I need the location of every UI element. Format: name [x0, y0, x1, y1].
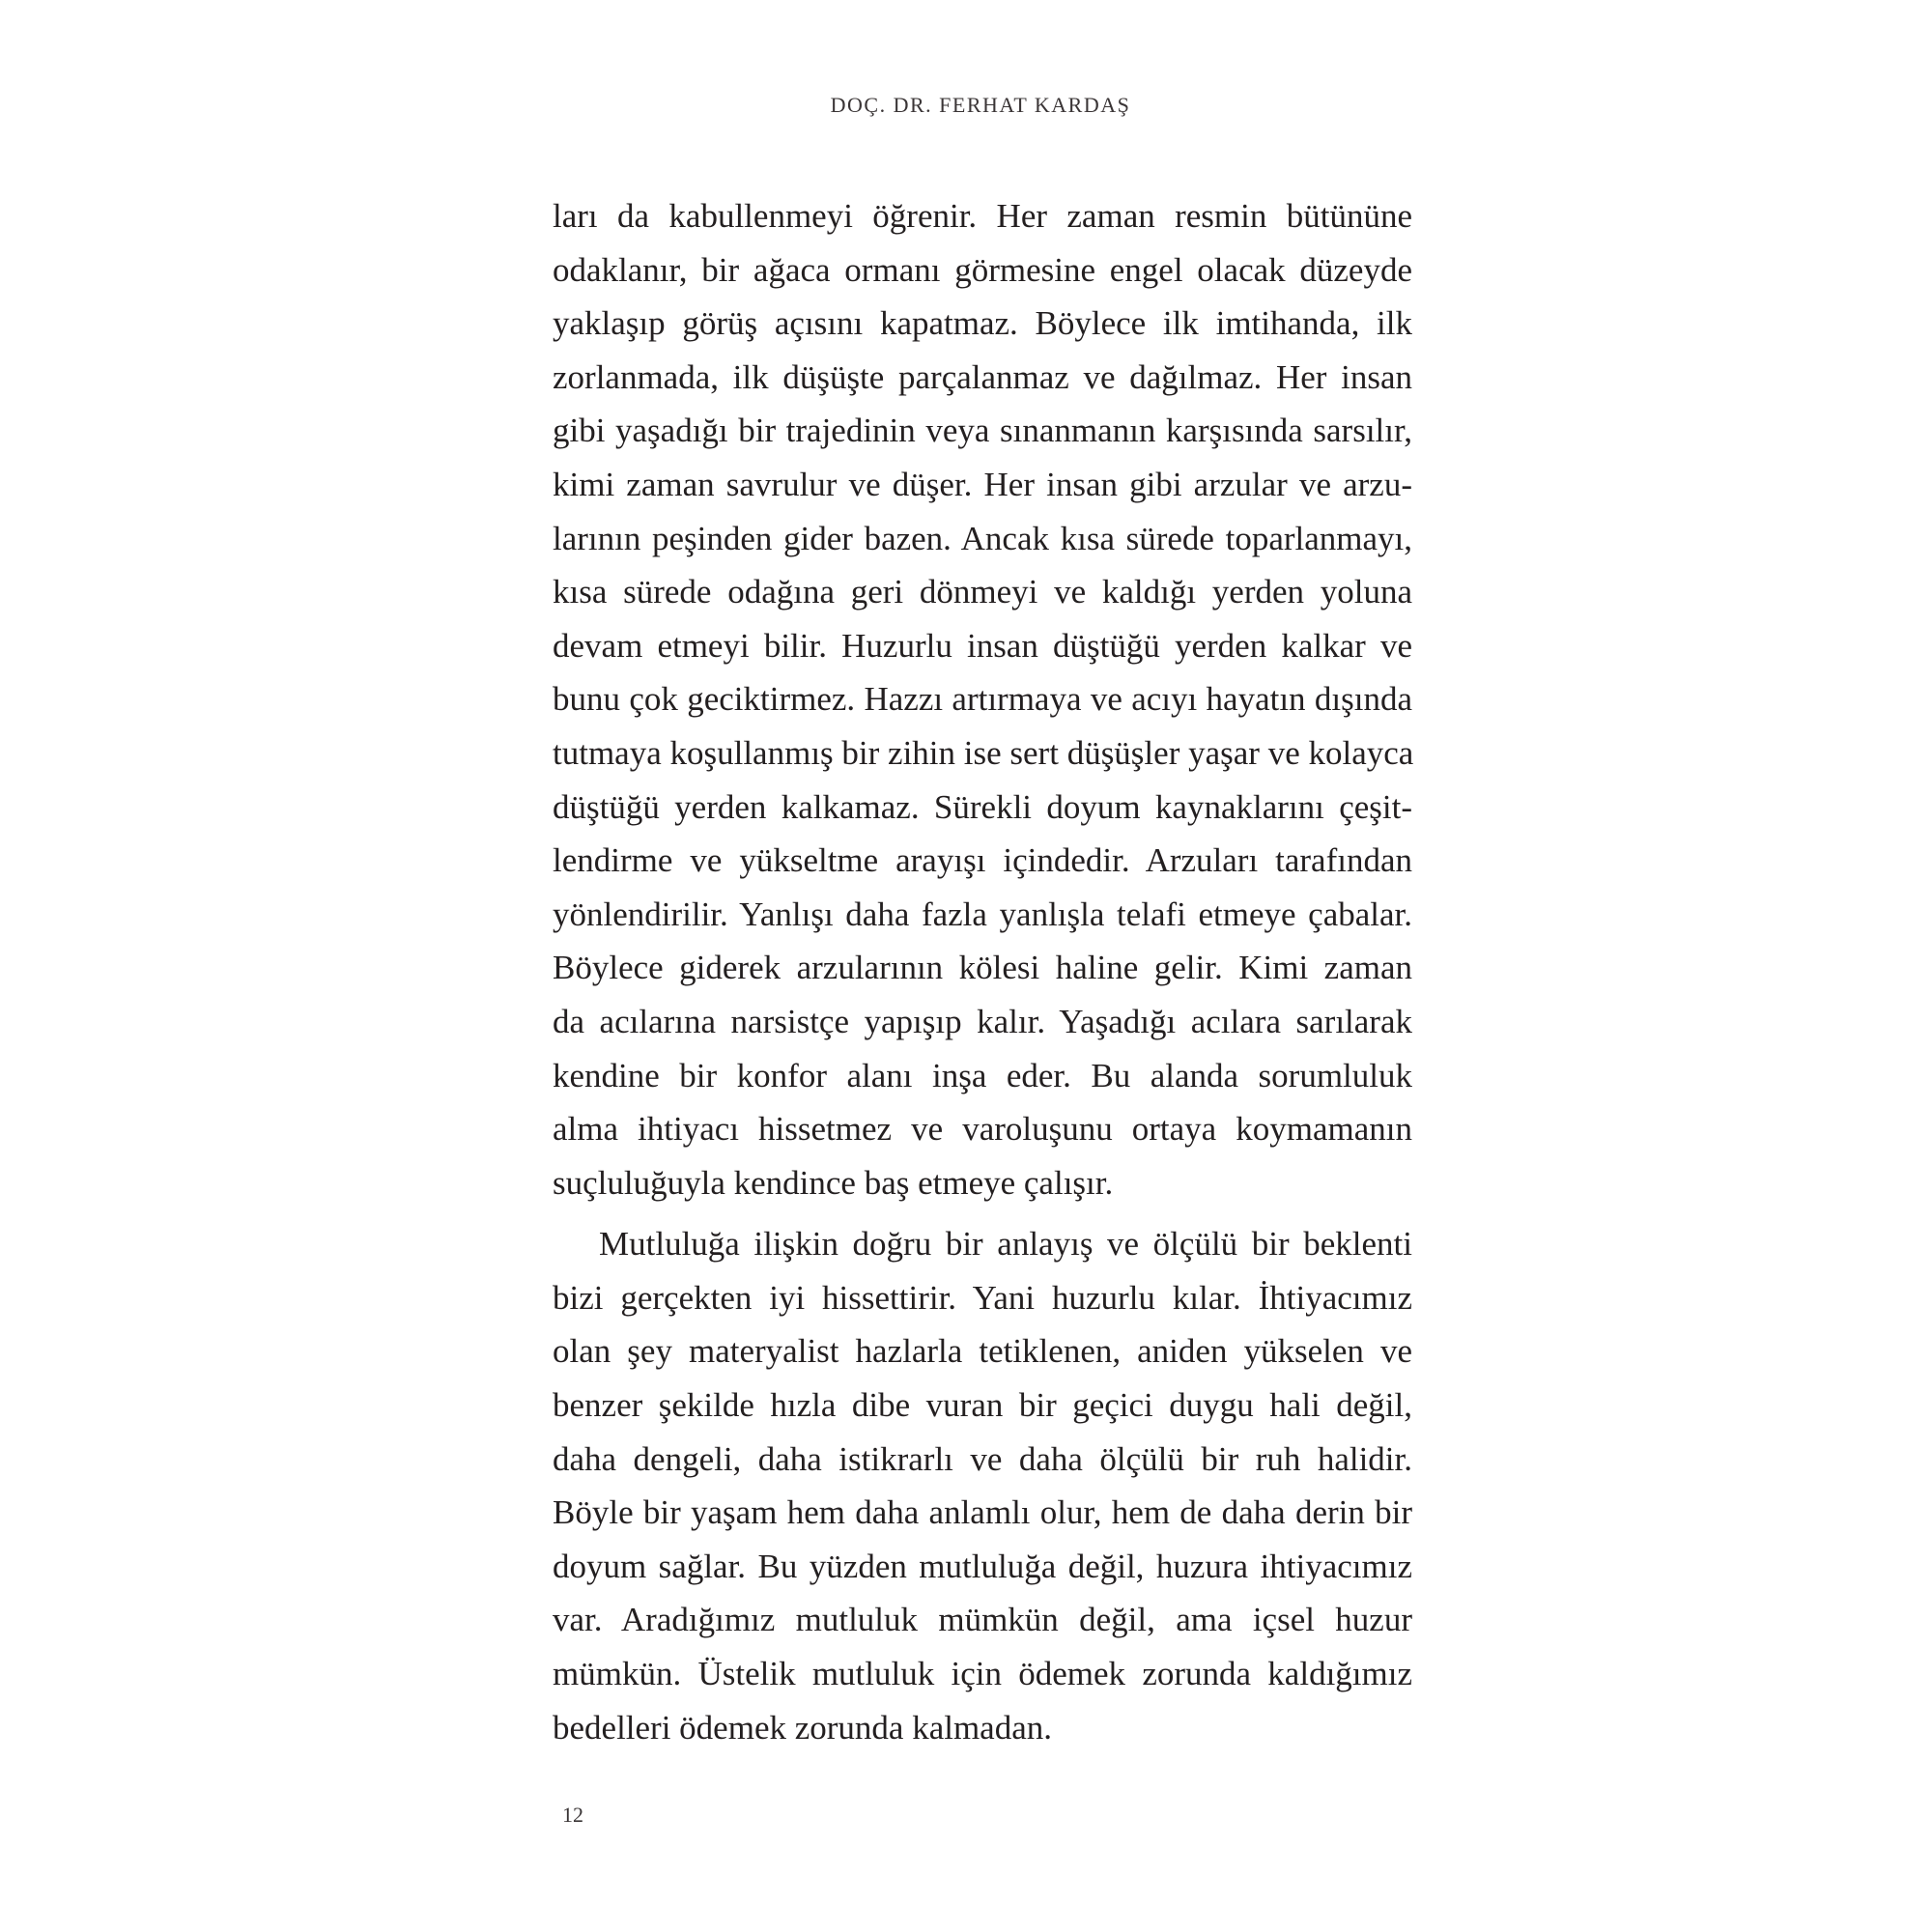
- text-line: benzer şekilde hızla dibe vuran bir geçici duygu hali değil,: [553, 1386, 1412, 1425]
- text-line: devam etmeyi bilir. Huzurlu insan düştüğü yerden kalkar ve: [553, 626, 1412, 665]
- paragraph-2: [553, 1217, 1412, 1754]
- text-line: kimi zaman savrulur ve düşer. Her insan gibi arzular ve arzu-: [553, 465, 1412, 503]
- text-line: Böyle bir yaşam hem daha anlamlı olur, hem de daha derin bir: [553, 1493, 1412, 1532]
- text-line: daha dengeli, daha istikrarlı ve daha ölçülü bir ruh halidir.: [553, 1439, 1412, 1478]
- text-line: lendirme ve yükseltme arayışı içindedir. Arzuları tarafından: [553, 841, 1412, 880]
- text-line: zorlanmada, ilk düşüşte parçalanmaz ve dağılmaz. Her insan: [553, 357, 1412, 396]
- paragraph-1: [553, 189, 1412, 1209]
- paragraph-spacer: [553, 1209, 1412, 1217]
- text-line: odaklanır, bir ağaca ormanı görmesine engel olacak düzeyde: [553, 250, 1412, 289]
- text-line: bizi gerçekten iyi hissettirir. Yani huzurlu kılar. İhtiyacımız: [553, 1278, 1412, 1317]
- text-line: var. Aradığımız mutluluk mümkün değil, ama içsel huzur: [553, 1601, 1412, 1639]
- text-line: ları da kabullenmeyi öğrenir. Her zaman resmin bütününe: [553, 197, 1412, 235]
- text-line: Mutluluğa ilişkin doğru bir anlayış ve ölçülü bir beklenti: [599, 1225, 1412, 1264]
- text-line: suçluluğuyla kendince baş etmeye çalışır.: [553, 1163, 1114, 1202]
- text-line: düştüğü yerden kalkamaz. Sürekli doyum kaynaklarını çeşit-: [553, 787, 1412, 826]
- text-line: bunu çok geciktirmez. Hazzı artırmaya ve acıyı hayatın dışında: [553, 680, 1412, 719]
- text-line: mümkün. Üstelik mutluluk için ödemek zorunda kaldığımız: [553, 1655, 1412, 1693]
- text-line: tutmaya koşullanmış bir zihin ise sert düşüşler yaşar ve kolayca: [553, 733, 1414, 772]
- text-line: larının peşinden gider bazen. Ancak kısa sürede toparlanmayı,: [553, 519, 1412, 557]
- text-line: doyum sağlar. Bu yüzden mutluluğa değil, huzura ihtiyacımız: [553, 1547, 1412, 1585]
- text-line: gibi yaşadığı bir trajedinin veya sınanmanın karşısında sarsılır,: [553, 412, 1412, 450]
- text-line: kendine bir konfor alanı inşa eder. Bu alanda sorumluluk: [553, 1056, 1412, 1094]
- text-line: yaklaşıp görüş açısını kapatmaz. Böylece ilk imtihanda, ilk: [553, 304, 1412, 343]
- text-line: Böylece giderek arzularının kölesi haline gelir. Kimi zaman: [553, 949, 1412, 987]
- text-line: alma ihtiyacı hissetmez ve varoluşunu ortaya koymamanın: [553, 1110, 1412, 1149]
- text-line: bedelleri ödemek zorunda kalmadan.: [553, 1708, 1053, 1747]
- text-line: kısa sürede odağına geri dönmeyi ve kaldığı yerden yoluna: [553, 573, 1412, 611]
- body-text: [553, 189, 1412, 1754]
- page-number: 12: [562, 1803, 583, 1827]
- text-line: da acılarına narsistçe yapışıp kalır. Yaşadığı acılara sarılarak: [553, 1002, 1412, 1040]
- text-line: olan şey materyalist hazlarla tetiklenen, aniden yükselen ve: [553, 1332, 1412, 1371]
- text-line: yönlendirilir. Yanlışı daha fazla yanlışla telafi etmeye çabalar.: [553, 895, 1412, 933]
- running-header: DOÇ. DR. FERHAT KARDAŞ: [830, 93, 1131, 117]
